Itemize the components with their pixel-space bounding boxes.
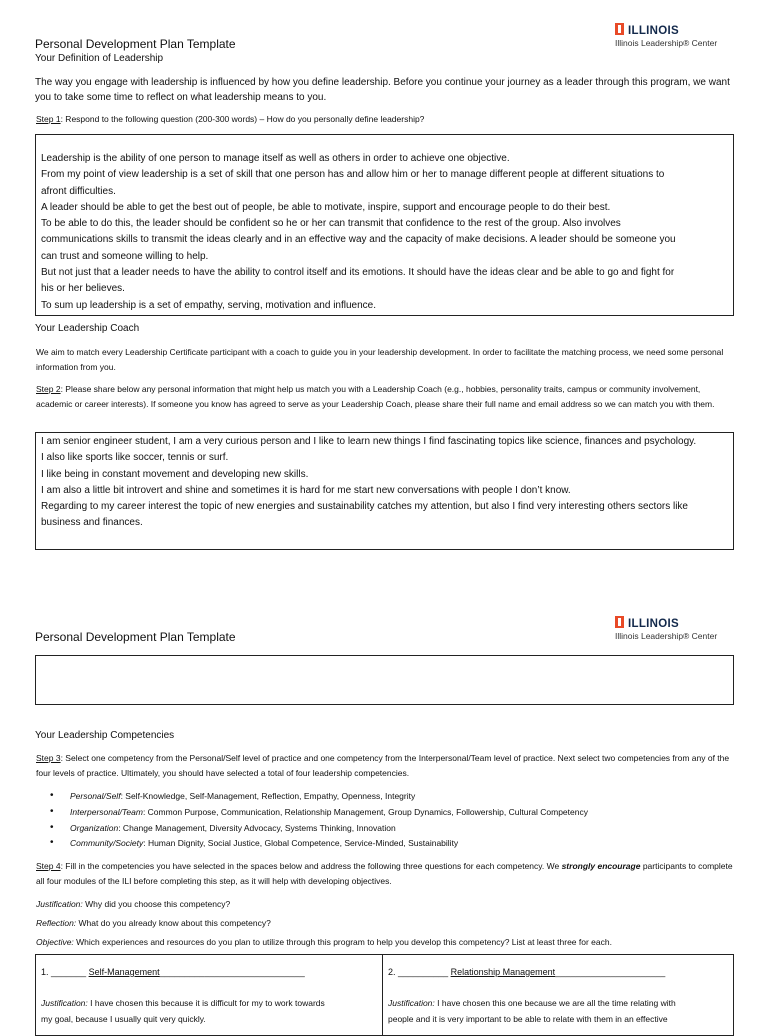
justification-text <box>388 995 728 1027</box>
step1-label: Step 1 <box>36 114 61 124</box>
competency-number: 1. <box>41 967 49 977</box>
logo-subtitle: Illinois Leadership® Center <box>615 631 718 641</box>
logo-wordmark: ILLINOIS <box>615 23 745 37</box>
step4-instruction <box>36 859 736 889</box>
section-heading-coach: Your Leadership Coach <box>35 323 140 334</box>
coach-answer-line: Regarding to my career interest the topic of new energies and sustainability catches my attention, but also I find very interesting others sectors like <box>41 501 688 513</box>
answer-line: his or her believes. <box>41 283 125 295</box>
justification-line: people and it is very important to be able to relate with them in an effective <box>388 1014 668 1024</box>
step2-label: Step 2 <box>36 384 61 394</box>
logo-page1 <box>615 23 745 48</box>
justification-label: Justification: <box>388 998 435 1008</box>
competency-cell-1[interactable] <box>36 955 383 1035</box>
answer-line: To be able to do this, the leader should be confident so he or her can transmit that confidence to the rest of the group. Also involves <box>41 218 621 230</box>
justification-line: I have chosen this one because we are all the time relating with <box>434 998 676 1008</box>
empty-answer-box[interactable] <box>35 655 734 705</box>
step2-text: : Please share below any personal information that might help us match you with a Leadership Coach (e.g., hobbies, personality traits, campus or community involvement, academic or career interests). If someone you know has agreed to serve as your Leadership Coach, please share their full name and email address so we can match you with them. <box>36 384 715 409</box>
question-text: Which experiences and resources do you plan to utilize through this program to help you develop this competency? List at least three for each. <box>73 937 612 947</box>
step3-text: : Select one competency from the Personal/Self level of practice and one competency from the Interpersonal/Team level of practice. Next select two competencies from any of the four levels of practice. Ultimately, you should have selected a total of four leadership competencies. <box>36 753 730 778</box>
level-items: : Common Purpose, Communication, Relationship Management, Group Dynamics, Followership, Cultural Competency <box>142 806 588 817</box>
step3-instruction <box>36 751 736 781</box>
competency-name: Relationship Management <box>450 967 556 977</box>
step4-text: : Fill in the competencies you have selected in the spaces below and address the following three questions for each competency. We <box>60 861 562 871</box>
step4-emphasis: strongly encourage <box>561 861 641 871</box>
step4-text-after: participants to complete all four modules of the ILI before completing this step, as it will help with developing objectives. <box>36 861 733 886</box>
level-item <box>50 789 588 805</box>
coach-answer-line: I am also a little bit introvert and shine and sometimes it is hard for me start new conversations with people I don’t know. <box>41 484 571 496</box>
answer-line: Leadership is the ability of one person to manage itself as well as others in order to achieve one objective. <box>41 153 510 164</box>
competency-number: 2. <box>388 967 396 977</box>
coach-answer-line: business and finances. <box>41 517 143 529</box>
answer-line: But not just that a leader needs to have the ability to control itself and its emotions. It should have the ideas clear and be able to go and fight for <box>41 267 675 279</box>
step2-instruction <box>36 382 736 412</box>
answer-line: From my point of view leadership is a set of skill that one person has and allow him or her to manage different people at different situations to <box>41 169 665 181</box>
level-name: Interpersonal/Team <box>70 806 143 817</box>
section-heading-definition: Your Definition of Leadership <box>35 53 164 64</box>
step4-label: Step 4 <box>36 861 61 871</box>
answer-line: A leader should be able to get the best out of people, be able to motivate, inspire, support and encourage people to do their best. <box>41 201 611 213</box>
level-items: : Human Dignity, Social Justice, Global Competence, Service-Minded, Sustainability <box>143 838 459 849</box>
question-label: Objective: <box>36 937 74 947</box>
intro-paragraph: The way you engage with leadership is influenced by how you define leadership. Before you continue your journey as a leader through this program, we want you to take some time to reflect on what leadership means to you. <box>35 77 730 103</box>
question-label: Reflection: <box>36 918 77 928</box>
level-name: Personal/Self <box>70 791 121 801</box>
question-objective <box>36 933 612 952</box>
competency-cell-2[interactable] <box>383 955 733 1035</box>
blank-after: _____________________________ <box>159 967 305 977</box>
question-text: Why did you choose this competency? <box>82 899 231 909</box>
answer-line: can trust and someone willing to help. <box>41 250 209 262</box>
level-item <box>50 805 588 821</box>
justification-line: my goal, because I usually quit very quickly. <box>41 1014 206 1024</box>
answer-line: afront difficulties. <box>41 185 116 197</box>
answer-line: To sum up leadership is a set of empathy, serving, motivation and influence. <box>41 299 376 311</box>
levels-list <box>50 789 588 852</box>
page-title: Personal Development Plan Template <box>35 37 236 51</box>
coach-answer-box[interactable] <box>35 432 734 550</box>
justification-line: I have chosen this because it is difficult for my to work towards <box>87 998 325 1008</box>
logo-page2 <box>615 616 745 641</box>
step3-label: Step 3 <box>36 753 61 763</box>
justification-text <box>41 995 376 1027</box>
coach-answer-line: I am senior engineer student, I am a very curious person and I like to learn new things I find fascinating topics like science, finances and psychology. <box>41 436 697 447</box>
competency-name: Self-Management <box>88 967 160 977</box>
level-items: : Self-Knowledge, Self-Management, Reflection, Empathy, Openness, Integrity <box>120 791 416 801</box>
page-title: Personal Development Plan Template <box>35 630 236 644</box>
illinois-block-i-icon <box>615 616 624 628</box>
level-items: : Change Management, Diversity Advocacy, Systems Thinking, Innovation <box>118 822 396 833</box>
blank-before: _______ <box>51 967 87 977</box>
coach-intro-paragraph: We aim to match every Leadership Certificate participant with a coach to guide you in your leadership development. In order to facilitate the matching process, we need some personal information from you. <box>36 347 724 372</box>
level-item <box>50 821 588 837</box>
level-name: Community/Society <box>70 838 144 849</box>
step1-instruction <box>36 112 756 127</box>
step1-text: : Respond to the following question (200-300 words) – How do you personally define leadership? <box>60 114 425 124</box>
competency-heading <box>388 967 665 977</box>
level-name: Organization <box>70 822 119 833</box>
coach-answer-line: I like being in constant movement and developing new skills. <box>41 468 309 480</box>
level-item <box>50 836 588 852</box>
competency-heading <box>41 967 305 977</box>
justification-label: Justification: <box>41 998 88 1008</box>
blank-after: ______________________ <box>555 967 666 977</box>
question-text: What do you already know about this competency? <box>76 918 271 928</box>
section-heading-competencies: Your Leadership Competencies <box>35 730 175 741</box>
illinois-block-i-icon <box>615 23 624 35</box>
question-label: Justification: <box>36 899 83 909</box>
logo-wordmark: ILLINOIS <box>615 616 745 630</box>
answer-line: communications skills to transmit the ideas clearly and in an effective way and the capacity of make decisions. A leader should be someone you <box>41 234 676 246</box>
logo-subtitle: Illinois Leadership® Center <box>615 38 718 48</box>
question-justification <box>36 895 230 914</box>
blank-before: __________ <box>398 967 449 977</box>
leadership-answer-box[interactable] <box>35 134 734 316</box>
question-reflection <box>36 914 271 933</box>
coach-answer-line: I also like sports like soccer, tennis or surf. <box>41 452 229 464</box>
